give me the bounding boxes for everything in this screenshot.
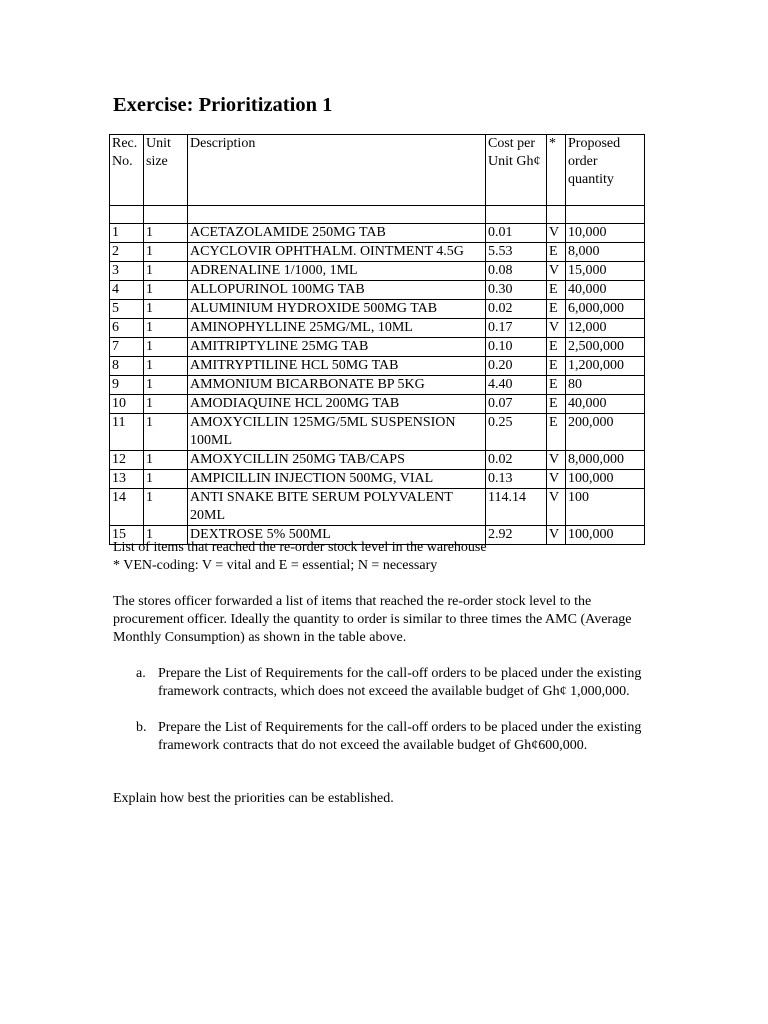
cell-unit-size: 1 [144,414,188,451]
cell-unit-size: 1 [144,281,188,300]
table-row [110,357,645,376]
table-row [110,319,645,338]
cell-ven: E [547,338,566,357]
cell-ven: V [547,470,566,489]
cell-rec-no: 6 [110,319,144,338]
table-row [110,395,645,414]
cell-cost: 0.10 [486,338,547,357]
table-row [110,338,645,357]
spacer-cell [566,206,645,224]
cell-ven: E [547,281,566,300]
cell-quantity: 100,000 [566,526,645,545]
cell-description: AMPICILLIN INJECTION 500MG, VIAL [188,470,486,489]
table-row [110,262,645,281]
cell-quantity: 8,000,000 [566,451,645,470]
cell-description: ALLOPURINOL 100MG TAB [188,281,486,300]
cell-cost: 4.40 [486,376,547,395]
cell-cost: 0.25 [486,414,547,451]
cell-rec-no: 2 [110,243,144,262]
list-item-label: b. [136,720,147,735]
cell-quantity: 40,000 [566,395,645,414]
cell-description: ANTI SNAKE BITE SERUM POLYVALENT 20ML [188,489,486,526]
cell-description: AMITRIPTYLINE 25MG TAB [188,338,486,357]
table-spacer-row [110,206,645,224]
cell-rec-no: 13 [110,470,144,489]
table-row [110,224,645,243]
cell-ven: E [547,243,566,262]
cell-rec-no: 12 [110,451,144,470]
cell-quantity: 100 [566,489,645,526]
list-item-label: a. [136,666,146,681]
note-reorder: List of items that reached the re-order stock level in the warehouse [113,540,487,555]
cell-unit-size: 1 [144,262,188,281]
table-row [110,376,645,395]
cell-ven: E [547,357,566,376]
cell-quantity: 200,000 [566,414,645,451]
cell-ven: E [547,395,566,414]
page-title: Exercise: Prioritization 1 [113,94,333,116]
cell-quantity: 6,000,000 [566,300,645,319]
cell-rec-no: 5 [110,300,144,319]
cell-ven: V [547,319,566,338]
closing-question: Explain how best the priorities can be established. [113,791,394,806]
cell-cost: 0.08 [486,262,547,281]
table-row [110,300,645,319]
spacer-cell [547,206,566,224]
spacer-cell [486,206,547,224]
table-row [110,243,645,262]
cell-ven: E [547,300,566,319]
header-quantity: Proposed order quantity [566,135,645,206]
reorder-items-table [109,134,645,545]
cell-quantity: 2,500,000 [566,338,645,357]
cell-cost: 0.20 [486,357,547,376]
cell-rec-no: 10 [110,395,144,414]
cell-cost: 0.07 [486,395,547,414]
cell-description: AMITRYPTILINE HCL 50MG TAB [188,357,486,376]
cell-description: ACYCLOVIR OPHTHALM. OINTMENT 4.5G [188,243,486,262]
cell-ven: V [547,451,566,470]
cell-quantity: 40,000 [566,281,645,300]
header-ven: * [547,135,566,206]
table-row [110,451,645,470]
cell-ven: E [547,414,566,451]
cell-unit-size: 1 [144,243,188,262]
cell-description: AMOXYCILLIN 125MG/5ML SUSPENSION 100ML [188,414,486,451]
table-row [110,470,645,489]
header-cost: Cost per Unit Gh¢ [486,135,547,206]
cell-quantity: 8,000 [566,243,645,262]
cell-rec-no: 15 [110,526,144,545]
table-row [110,281,645,300]
cell-unit-size: 1 [144,300,188,319]
intro-paragraph: The stores officer forwarded a list of items that reached the re-order stock level to the procurement officer. Ideally the quantity to order is similar to three times the AMC (Average Monthly Consumption) as shown in the table above. [113,594,632,645]
cell-ven: E [547,376,566,395]
table-header-row [110,135,645,206]
cell-unit-size: 1 [144,376,188,395]
cell-rec-no: 11 [110,414,144,451]
cell-description: AMMONIUM BICARBONATE BP 5KG [188,376,486,395]
cell-cost: 0.30 [486,281,547,300]
spacer-cell [110,206,144,224]
cell-cost: 5.53 [486,243,547,262]
cell-quantity: 1,200,000 [566,357,645,376]
cell-cost: 0.02 [486,451,547,470]
header-description: Description [188,135,486,206]
cell-quantity: 100,000 [566,470,645,489]
table-notes [113,539,487,575]
header-unit-size: Unit size [144,135,188,206]
cell-unit-size: 1 [144,319,188,338]
cell-cost: 0.01 [486,224,547,243]
cell-unit-size: 1 [144,224,188,243]
cell-ven: V [547,526,566,545]
cell-rec-no: 9 [110,376,144,395]
cell-unit-size: 1 [144,526,188,545]
spacer-cell [188,206,486,224]
cell-rec-no: 14 [110,489,144,526]
cell-cost: 0.13 [486,470,547,489]
cell-description: ACETAZOLAMIDE 250MG TAB [188,224,486,243]
cell-rec-no: 3 [110,262,144,281]
cell-unit-size: 1 [144,338,188,357]
cell-cost: 0.17 [486,319,547,338]
cell-unit-size: 1 [144,451,188,470]
cell-rec-no: 8 [110,357,144,376]
cell-cost: 2.92 [486,526,547,545]
cell-quantity: 10,000 [566,224,645,243]
list-item-text: Prepare the List of Requirements for the call-off orders to be placed under the existing framework contracts that do not exceed the available budget of Gh¢600,000. [158,720,642,753]
cell-description: ALUMINIUM HYDROXIDE 500MG TAB [188,300,486,319]
cell-quantity: 80 [566,376,645,395]
cell-unit-size: 1 [144,489,188,526]
cell-quantity: 12,000 [566,319,645,338]
table-row [110,489,645,526]
cell-cost: 114.14 [486,489,547,526]
cell-unit-size: 1 [144,470,188,489]
cell-ven: V [547,262,566,281]
cell-description: ADRENALINE 1/1000, 1ML [188,262,486,281]
cell-description: AMINOPHYLLINE 25MG/ML, 10ML [188,319,486,338]
cell-cost: 0.02 [486,300,547,319]
cell-quantity: 15,000 [566,262,645,281]
cell-unit-size: 1 [144,395,188,414]
list-item-text: Prepare the List of Requirements for the call-off orders to be placed under the existing framework contracts, which does not exceed the available budget of Gh¢ 1,000,000. [158,666,642,699]
note-ven-coding: * VEN-coding: V = vital and E = essential; N = necessary [113,558,438,573]
cell-description: DEXTROSE 5% 500ML [188,526,486,545]
table-row [110,414,645,451]
cell-rec-no: 4 [110,281,144,300]
cell-ven: V [547,224,566,243]
cell-description: AMODIAQUINE HCL 200MG TAB [188,395,486,414]
cell-description: AMOXYCILLIN 250MG TAB/CAPS [188,451,486,470]
cell-rec-no: 1 [110,224,144,243]
cell-rec-no: 7 [110,338,144,357]
spacer-cell [144,206,188,224]
header-rec-no: Rec. No. [110,135,144,206]
cell-ven: V [547,489,566,526]
cell-unit-size: 1 [144,357,188,376]
